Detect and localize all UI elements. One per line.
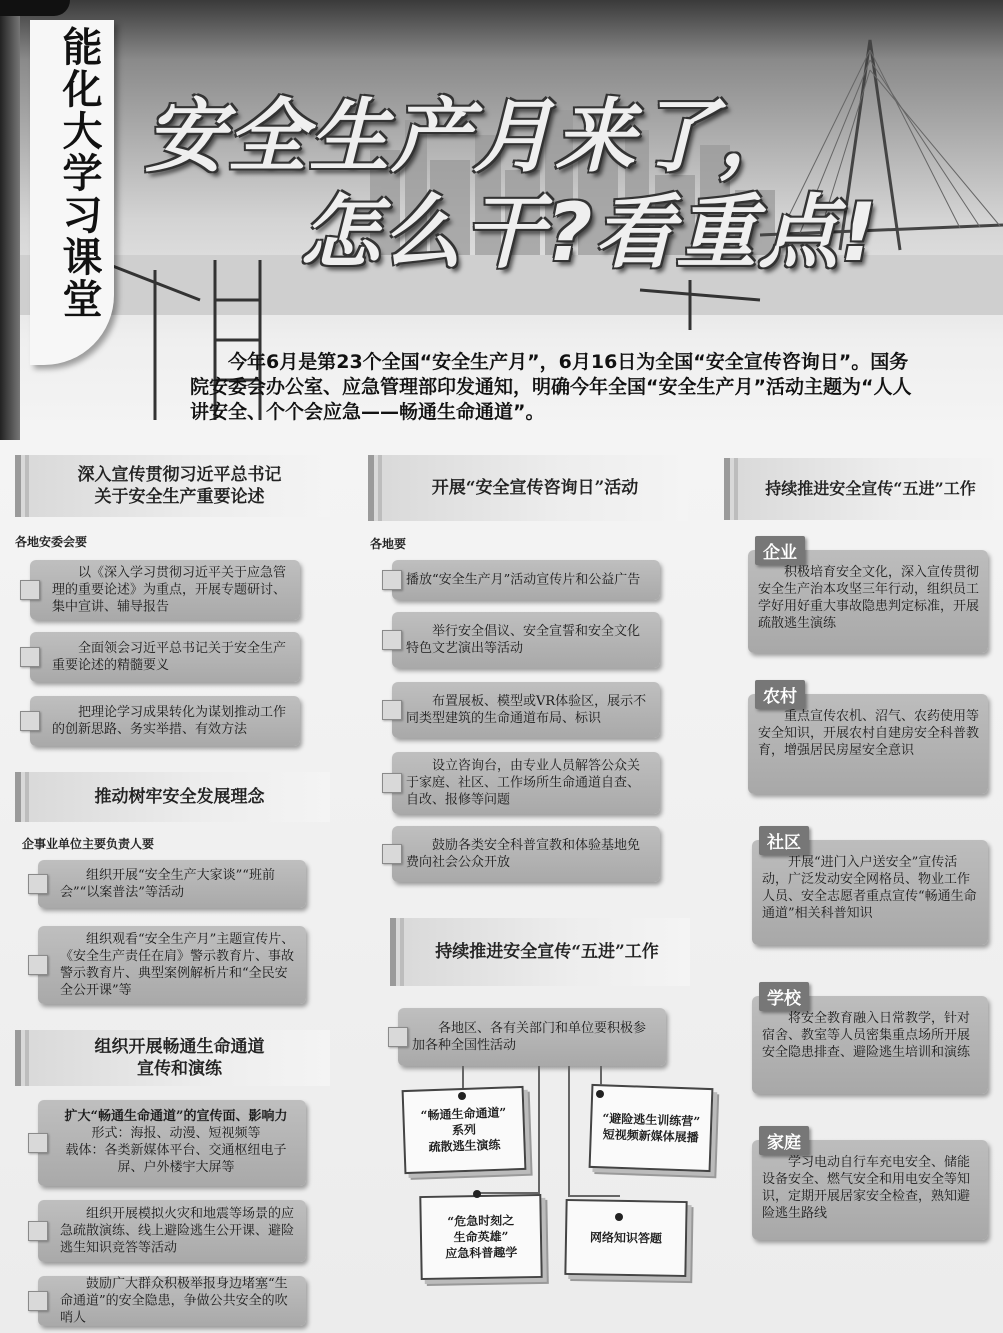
list-item: 设立咨询台，由专业人员解答公众关于家庭、社区、工作场所生命通道自查、自改、报修等问题 xyxy=(392,752,660,814)
panel-community: 开展“进门入户送安全”宣传活动，广泛发动安全网格员、物业工作人员、安全志愿者重点宣传“畅通生命通道”相关科普知识 xyxy=(752,840,988,945)
tag-village: 农村 xyxy=(755,680,805,709)
checkbox-icon xyxy=(28,955,48,975)
checkbox-icon xyxy=(20,580,40,600)
note-card: “避险逃生训练营” 短视频新媒体展播 xyxy=(589,1084,714,1172)
list-item: 各地区、各有关部门和单位要积极参加各种全国性活动 xyxy=(398,1008,666,1066)
checkbox-icon xyxy=(388,1027,408,1047)
list-item: 布置展板、模型或VR体验区，展示不同类型建筑的生命通道布局、标识 xyxy=(392,682,660,738)
panel-school: 将安全教育融入日常教学，针对宿舍、教室等人员密集重点场所开展安全隐患排查、避险逃生培训和演练 xyxy=(752,996,988,1094)
pin-icon xyxy=(615,1213,623,1221)
connector-line xyxy=(568,1195,620,1197)
list-item: 全面领会习近平总书记关于安全生产重要论述的精髓要义 xyxy=(30,632,300,682)
panel-village: 重点宣传农机、沼气、农药使用等安全知识，开展农村自建房安全科普教育，增强居民房屋安全意识 xyxy=(748,694,988,794)
list-item: 组织开展模拟火灾和地震等场景的应急疏散演练、线上避险逃生公开课、避险逃生知识竞答等活动 xyxy=(38,1200,306,1262)
list-item: 组织观看“安全生产月”主题宣传片、《安全生产责任在肩》警示教育片、事故警示教育片、典型案例解析片和“全民安全公开课”等 xyxy=(38,926,306,1004)
section-title-line-1: 深入宣传贯彻习近平总书记 xyxy=(77,465,282,485)
pin-icon xyxy=(596,1090,604,1098)
section-header-lifeline xyxy=(15,1030,330,1086)
note-card: “畅通生命通道” 系列 疏散逃生演练 xyxy=(402,1086,527,1174)
connector-line xyxy=(600,1066,602,1086)
checkbox-icon xyxy=(382,844,402,864)
list-item: 组织开展“安全生产大家谈”“班前会”“以案普法”等活动 xyxy=(38,860,306,908)
subheading: 企事业单位主要负责人要 xyxy=(22,837,155,851)
section-title: 推动树牢安全发展理念 xyxy=(94,787,265,807)
section-title-line-1: 组织开展畅通生命通道 xyxy=(94,1037,265,1057)
section-header-philosophy xyxy=(15,772,330,822)
checkbox-icon xyxy=(28,1133,48,1153)
corner-tab xyxy=(0,0,70,16)
list-item: 以《深入学习贯彻习近平关于应急管理的重要论述》为重点，开展专题研讨、集中宣讲、辅导报告 xyxy=(30,560,300,620)
tag-community: 社区 xyxy=(759,826,809,855)
section-header-five-into xyxy=(390,918,690,986)
list-item: 播放“安全生产月”活动宣传片和公益广告 xyxy=(392,560,660,600)
checkbox-icon xyxy=(20,647,40,667)
section-header-theory xyxy=(15,455,330,517)
headline-line-1: 安全生产月来了， xyxy=(145,90,801,183)
checkbox-icon xyxy=(28,1291,48,1311)
tag-school: 学校 xyxy=(759,982,809,1011)
panel-enterprise: 积极培育安全文化，深入宣传贯彻安全生产治本攻坚三年行动，组织员工学好用好重大事故隐患判定标准，开展疏散逃生演练 xyxy=(748,550,988,653)
headline-line-2: 怎么干?看重点! xyxy=(300,186,879,279)
subheading: 各地安委会要 xyxy=(15,535,88,549)
list-item: 把理论学习成果转化为谋划推动工作的创新思路、务实举措、有效方法 xyxy=(30,696,300,746)
list-item: 扩大“畅通生命通道”的宣传面、影响力 形式：海报、动漫、短视频等 载体：各类新媒体平台、交通枢纽电子屏、户外楼宇大屏等 xyxy=(38,1100,306,1186)
tag-family: 家庭 xyxy=(759,1126,809,1155)
connector-line xyxy=(568,1066,570,1196)
section-title: 持续推进安全宣传“五进”工作 xyxy=(435,942,659,962)
panel-family: 学习电动自行车充电安全、储能设备安全、燃气安全和用电安全等知识，定期开展居家安全检查，熟知避险逃生路线 xyxy=(752,1140,988,1240)
section-title-line-2: 宣传和演练 xyxy=(137,1059,222,1079)
checkbox-icon xyxy=(20,711,40,731)
checkbox-icon xyxy=(28,1221,48,1241)
section-title: 开展“安全宣传咨询日”活动 xyxy=(431,478,639,498)
left-edge-bar xyxy=(0,0,20,440)
list-item: 鼓励广大群众积极举报身边堵塞“生命通道”的安全隐患，争做公共安全的吹哨人 xyxy=(38,1276,306,1326)
item-heading: 扩大“畅通生命通道”的宣传面、影响力 xyxy=(64,1109,288,1124)
checkbox-icon xyxy=(28,874,48,894)
subheading: 各地要 xyxy=(370,537,407,551)
column-title: 能化大学习课堂 xyxy=(56,26,103,320)
tag-enterprise: 企业 xyxy=(755,536,805,565)
checkbox-icon xyxy=(382,773,402,793)
section-title-line-2: 关于安全生产重要论述 xyxy=(94,487,265,507)
note-card: 网络知识答题 xyxy=(564,1199,687,1277)
list-item: 鼓励各类安全科普宣教和体验基地免费向社会公众开放 xyxy=(392,826,660,882)
section-title: 持续推进安全宣传“五进”工作 xyxy=(765,479,976,498)
checkbox-icon xyxy=(382,570,402,590)
checkbox-icon xyxy=(382,700,402,720)
checkbox-icon xyxy=(382,630,402,650)
note-card: “危急时刻之 生命英雄” 应急科普趣学 xyxy=(419,1194,542,1280)
pin-icon xyxy=(458,1092,466,1100)
pin-icon xyxy=(473,1190,481,1198)
section-header-consult-day xyxy=(368,455,688,521)
intro-paragraph: 今年6月是第23个全国“安全生产月”，6月16日为全国“安全宣传咨询日”。国务院安委会办公室、应急管理部印发通知，明确今年全国“安全生产月”活动主题为“人人讲安全、个个会应急——畅通生命通道”。 xyxy=(190,351,912,423)
list-item: 举行安全倡议、安全宣誓和安全文化特色文艺演出等活动 xyxy=(392,612,660,668)
section-header-five-into-right xyxy=(724,458,1003,520)
